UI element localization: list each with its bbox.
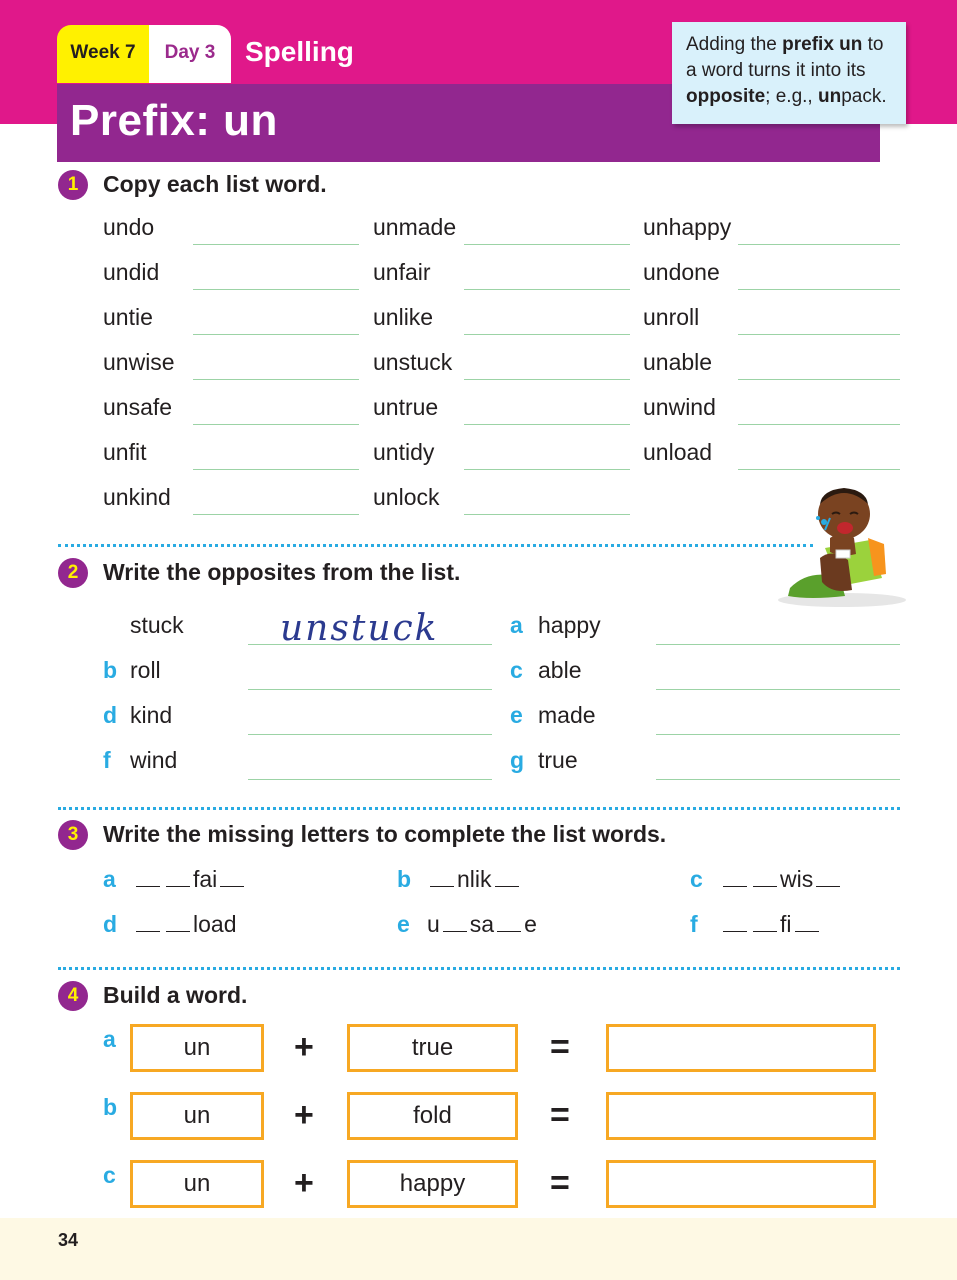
copy-answer-line[interactable] bbox=[193, 379, 359, 380]
item-letter: c bbox=[510, 657, 523, 683]
list-word: unwind bbox=[643, 394, 716, 420]
letter-blank[interactable] bbox=[136, 868, 160, 887]
copy-answer-line[interactable] bbox=[193, 289, 359, 290]
word-fragment: wis bbox=[780, 866, 814, 892]
copy-answer-line[interactable] bbox=[193, 469, 359, 470]
copy-answer-line[interactable] bbox=[464, 244, 630, 245]
list-word: unroll bbox=[643, 304, 700, 330]
note-text-3: ; e.g., bbox=[765, 86, 818, 107]
note-bold-3: un bbox=[817, 86, 842, 107]
letter-blank[interactable] bbox=[220, 868, 244, 887]
section-divider bbox=[58, 967, 900, 970]
answer-box[interactable] bbox=[606, 1160, 876, 1208]
list-word: unmade bbox=[373, 214, 457, 240]
week-tab: Week 7 bbox=[57, 25, 149, 83]
question-1-instruction: Copy each list word. bbox=[103, 171, 327, 197]
word-fragment: fai bbox=[193, 866, 218, 892]
page-number: 34 bbox=[58, 1230, 79, 1250]
question-4-instruction: Build a word. bbox=[103, 982, 248, 1008]
word-fragment: nlik bbox=[457, 866, 492, 892]
copy-answer-line[interactable] bbox=[738, 244, 900, 245]
answer-box[interactable] bbox=[606, 1092, 876, 1140]
base-word: kind bbox=[130, 702, 173, 728]
letter-blank[interactable] bbox=[816, 868, 840, 887]
item-letter: f bbox=[690, 911, 698, 937]
item-letter: g bbox=[510, 747, 525, 773]
list-word: unlock bbox=[373, 484, 440, 510]
opposite-answer-line[interactable] bbox=[248, 689, 492, 690]
letter-blank[interactable] bbox=[723, 913, 747, 932]
item-letter: c bbox=[103, 1162, 116, 1188]
list-word: unsafe bbox=[103, 394, 173, 420]
plus-sign: + bbox=[294, 1096, 314, 1134]
equals-sign: = bbox=[550, 1164, 570, 1202]
list-word: unstuck bbox=[373, 349, 453, 375]
item-letter: c bbox=[690, 866, 703, 892]
opposite-answer-line[interactable] bbox=[248, 734, 492, 735]
copy-answer-line[interactable] bbox=[464, 514, 630, 515]
copy-answer-line[interactable] bbox=[738, 424, 900, 425]
copy-answer-line[interactable] bbox=[464, 469, 630, 470]
list-word: unkind bbox=[103, 484, 171, 510]
question-2-instruction: Write the opposites from the list. bbox=[103, 559, 461, 585]
copy-answer-line[interactable] bbox=[193, 334, 359, 335]
copy-answer-line[interactable] bbox=[464, 289, 630, 290]
base-word: true bbox=[538, 747, 578, 773]
item-letter: f bbox=[103, 747, 111, 773]
equals-sign: = bbox=[550, 1096, 570, 1134]
list-word: untie bbox=[103, 304, 153, 330]
letter-blank[interactable] bbox=[166, 868, 190, 887]
word-fragment: sa bbox=[469, 911, 495, 937]
footer-band bbox=[0, 1218, 957, 1280]
page-title: Prefix: un bbox=[70, 96, 278, 145]
word-fragment: e bbox=[524, 911, 537, 937]
item-letter: d bbox=[103, 911, 118, 937]
crying-boy-illustration bbox=[770, 478, 910, 610]
word-fragment: fi bbox=[780, 911, 792, 937]
letter-blank[interactable] bbox=[136, 913, 160, 932]
question-1-number: 1 bbox=[58, 170, 88, 200]
prefix-box: un bbox=[130, 1024, 264, 1072]
list-word: unfair bbox=[373, 259, 431, 285]
equals-sign: = bbox=[550, 1028, 570, 1066]
item-letter: a bbox=[103, 1026, 116, 1052]
letter-blank[interactable] bbox=[723, 868, 747, 887]
item-letter: a bbox=[510, 612, 523, 638]
letter-blank[interactable] bbox=[166, 913, 190, 932]
word-fragment: u bbox=[427, 911, 440, 937]
answer-box[interactable] bbox=[606, 1024, 876, 1072]
letter-blank[interactable] bbox=[753, 913, 777, 932]
copy-answer-line[interactable] bbox=[738, 469, 900, 470]
plus-sign: + bbox=[294, 1028, 314, 1066]
example-word: stuck bbox=[130, 612, 184, 638]
list-word: unable bbox=[643, 349, 713, 375]
day-tab: Day 3 bbox=[149, 25, 231, 83]
letter-blank[interactable] bbox=[795, 913, 819, 932]
item-letter: e bbox=[510, 702, 523, 728]
base-word: made bbox=[538, 702, 596, 728]
base-word: wind bbox=[130, 747, 178, 773]
partial-word bbox=[427, 866, 522, 893]
list-word: undid bbox=[103, 259, 160, 285]
base-word: happy bbox=[538, 612, 601, 638]
item-letter: b bbox=[103, 657, 118, 683]
letter-blank[interactable] bbox=[495, 868, 519, 887]
note-bold-1: prefix un bbox=[782, 34, 863, 55]
list-word: untrue bbox=[373, 394, 439, 420]
question-4-number: 4 bbox=[58, 981, 88, 1011]
section-divider bbox=[58, 544, 813, 547]
word-fragment: load bbox=[193, 911, 237, 937]
copy-answer-line[interactable] bbox=[738, 334, 900, 335]
copy-answer-line[interactable] bbox=[193, 514, 359, 515]
copy-answer-line[interactable] bbox=[464, 379, 630, 380]
partial-word bbox=[133, 866, 247, 893]
base-word-box: fold bbox=[347, 1092, 518, 1140]
note-text-1: Adding the bbox=[686, 34, 783, 55]
prefix-box: un bbox=[130, 1160, 264, 1208]
subject-label: Spelling bbox=[245, 36, 354, 67]
list-word: unwise bbox=[103, 349, 175, 375]
opposite-answer-line[interactable] bbox=[656, 779, 900, 780]
list-word: untidy bbox=[373, 439, 435, 465]
copy-answer-line[interactable] bbox=[193, 424, 359, 425]
list-word: unload bbox=[643, 439, 713, 465]
prefix-note bbox=[672, 22, 906, 124]
opposite-answer-line[interactable] bbox=[248, 779, 492, 780]
item-letter: d bbox=[103, 702, 118, 728]
question-2-number: 2 bbox=[58, 558, 88, 588]
note-bold-2: opposite bbox=[686, 86, 766, 107]
copy-answer-line[interactable] bbox=[738, 289, 900, 290]
item-letter: a bbox=[103, 866, 116, 892]
list-word: unfit bbox=[103, 439, 147, 465]
item-letter: e bbox=[397, 911, 410, 937]
opposite-answer-line[interactable] bbox=[656, 734, 900, 735]
partial-word bbox=[720, 911, 822, 938]
item-letter: b bbox=[397, 866, 412, 892]
letter-blank[interactable] bbox=[430, 868, 454, 887]
letter-blank[interactable] bbox=[753, 868, 777, 887]
example-answer: unstuck bbox=[280, 608, 439, 649]
section-divider bbox=[58, 807, 900, 810]
note-text-2: to a word turns it into its bbox=[686, 34, 884, 81]
prefix-box: un bbox=[130, 1092, 264, 1140]
copy-answer-line[interactable] bbox=[193, 244, 359, 245]
copy-answer-line[interactable] bbox=[464, 334, 630, 335]
list-word: unhappy bbox=[643, 214, 732, 240]
item-letter: b bbox=[103, 1094, 118, 1120]
partial-word bbox=[427, 911, 537, 938]
question-3-instruction: Write the missing letters to complete the list words. bbox=[103, 821, 667, 847]
list-word: undone bbox=[643, 259, 720, 285]
partial-word bbox=[133, 911, 236, 938]
copy-answer-line[interactable] bbox=[738, 379, 900, 380]
opposite-answer-line[interactable] bbox=[656, 644, 900, 645]
plus-sign: + bbox=[294, 1164, 314, 1202]
base-word: roll bbox=[130, 657, 161, 683]
partial-word bbox=[720, 866, 843, 893]
question-3-number: 3 bbox=[58, 820, 88, 850]
letter-blank[interactable] bbox=[443, 913, 467, 932]
letter-blank[interactable] bbox=[497, 913, 521, 932]
base-word-box: happy bbox=[347, 1160, 518, 1208]
list-word: unlike bbox=[373, 304, 434, 330]
base-word: able bbox=[538, 657, 582, 683]
opposite-answer-line[interactable] bbox=[656, 689, 900, 690]
note-text-4: pack. bbox=[841, 86, 887, 107]
copy-answer-line[interactable] bbox=[464, 424, 630, 425]
list-word: undo bbox=[103, 214, 155, 240]
base-word-box: true bbox=[347, 1024, 518, 1072]
